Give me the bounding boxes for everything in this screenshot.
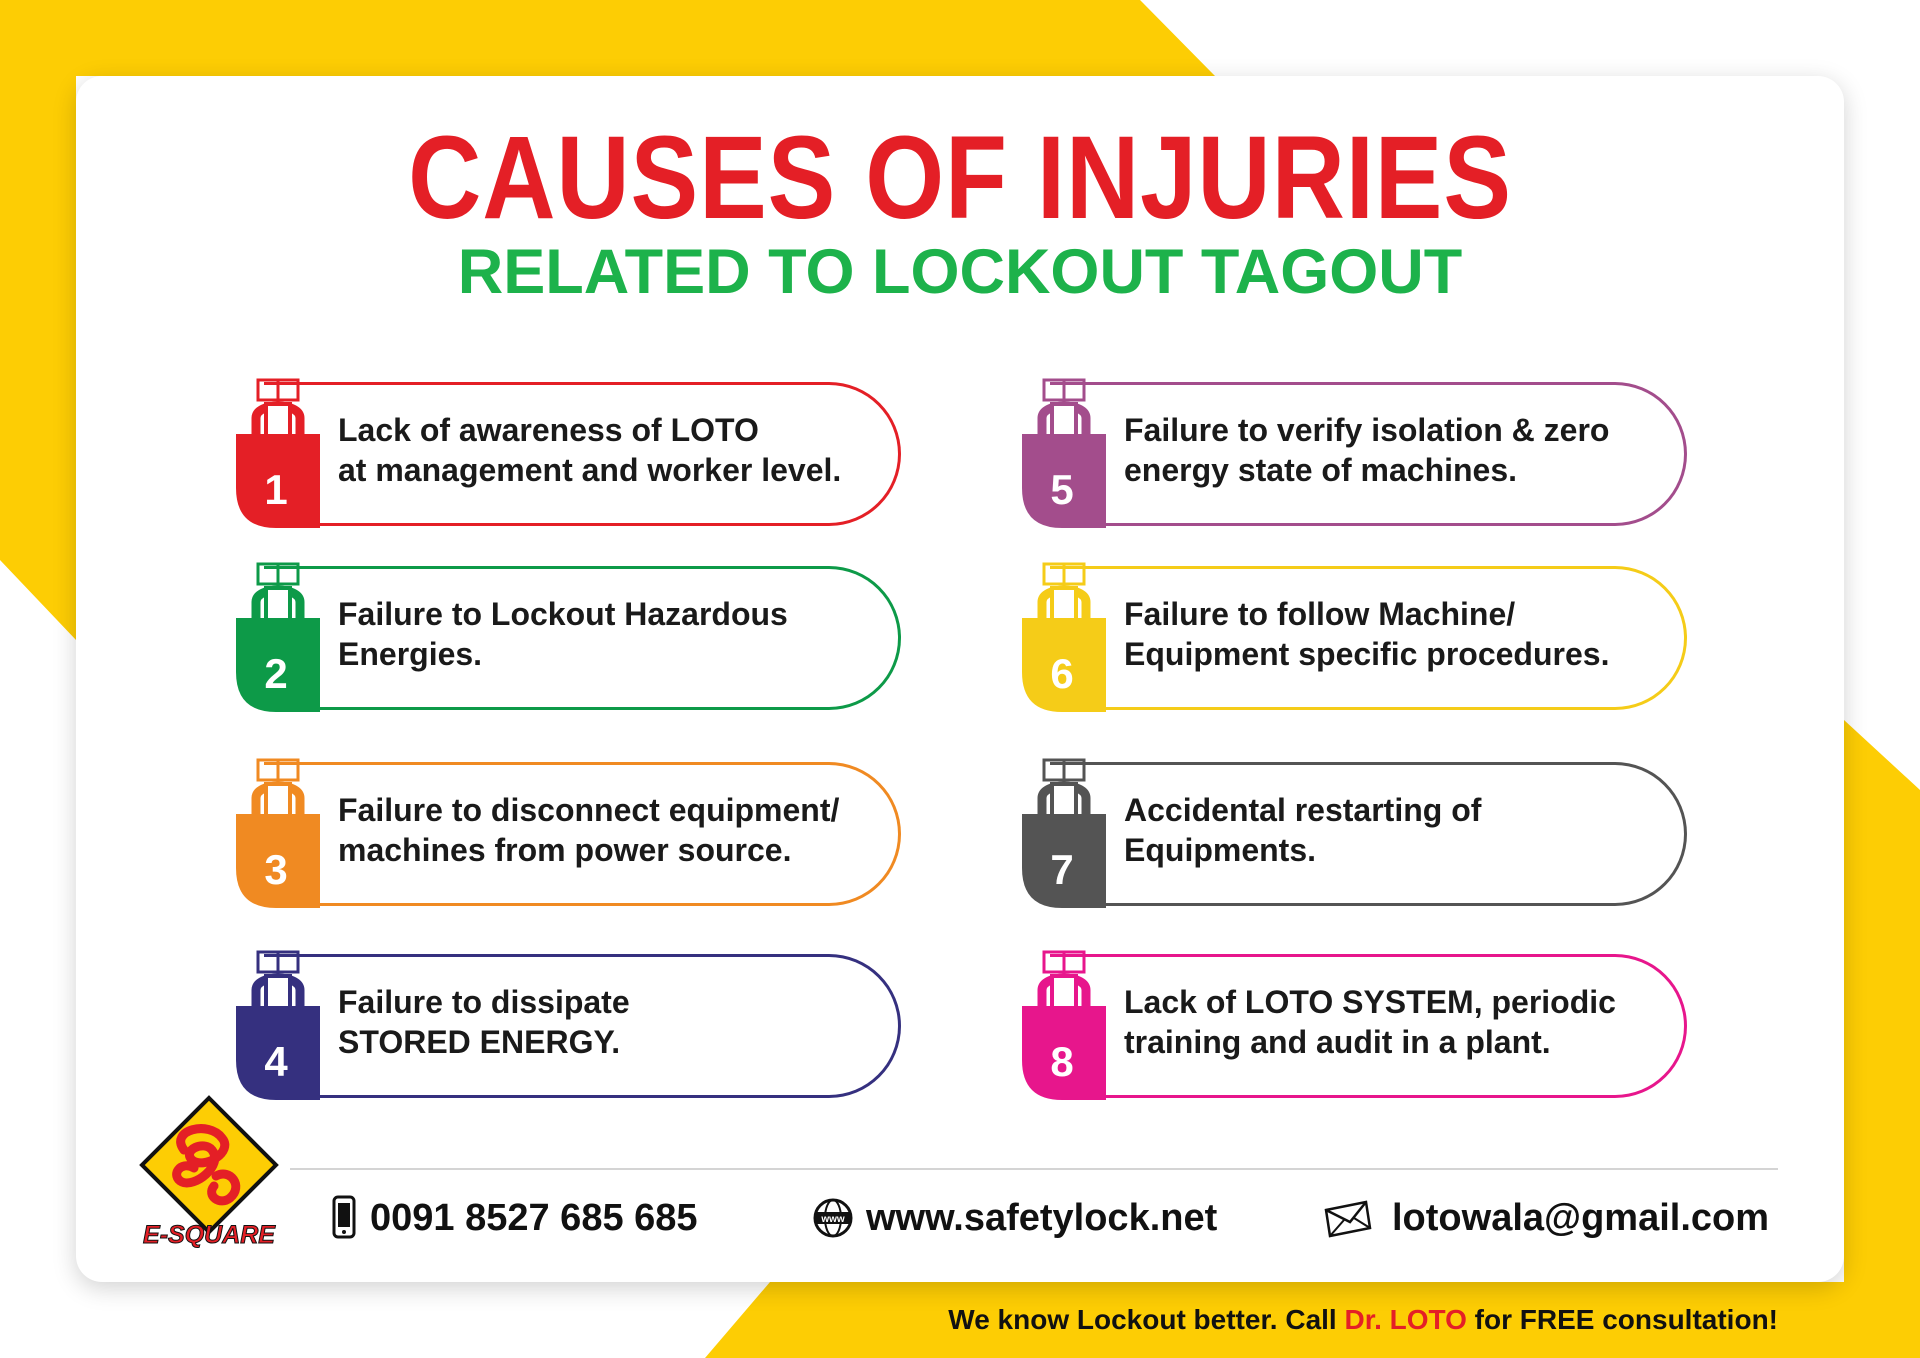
footer-tagline [948, 1304, 1778, 1336]
cause-text-line: training and audit in a plant. [1124, 1024, 1551, 1060]
footer-divider [290, 1168, 1778, 1170]
cause-text-line: at management and worker level. [338, 452, 842, 488]
cause-item-4 [236, 954, 904, 1098]
cause-text [338, 790, 898, 870]
cause-number: 7 [1050, 846, 1074, 893]
cause-text [1124, 410, 1684, 490]
cause-item-7 [1022, 762, 1690, 906]
phone-number: 0091 8527 685 685 [370, 1196, 698, 1239]
tagline-part1: We know Lockout better. Call [948, 1304, 1345, 1335]
cause-text-line: Failure to Lockout Hazardous [338, 596, 788, 632]
www-icon-text: www [821, 1214, 845, 1225]
padlock-icon [236, 378, 320, 530]
cause-number: 6 [1050, 650, 1074, 697]
page-title: CAUSES OF INJURIES [408, 112, 1512, 244]
cause-number: 1 [264, 466, 288, 513]
email-contact[interactable] [1322, 1192, 1769, 1244]
page-subtitle: RELATED TO LOCKOUT TAGOUT [457, 237, 1463, 307]
cause-text-line: Energies. [338, 636, 483, 672]
cause-number: 3 [264, 846, 288, 893]
website-contact[interactable] [812, 1192, 1217, 1244]
envelope-icon [1322, 1198, 1374, 1238]
cause-text-line: Failure to disconnect equipment/ [338, 792, 840, 828]
mobile-phone-icon [328, 1195, 360, 1241]
cause-item-5 [1022, 382, 1690, 526]
cause-number: 5 [1050, 466, 1074, 513]
cause-text-line: STORED ENERGY. [338, 1024, 621, 1060]
cause-number: 2 [264, 650, 288, 697]
cause-text-line: Failure to dissipate [338, 984, 630, 1020]
cause-text-line: Lack of awareness of LOTO [338, 412, 759, 448]
cause-text-line: Equipment specific procedures. [1124, 636, 1610, 672]
cause-text-line: machines from power source. [338, 832, 792, 868]
cause-text-line: Accidental restarting of [1124, 792, 1482, 828]
padlock-icon [1022, 758, 1106, 910]
padlock-icon [1022, 562, 1106, 714]
www-globe-icon [812, 1197, 854, 1239]
cause-text [1124, 594, 1684, 674]
e-square-logo-icon [134, 1090, 284, 1250]
email-address[interactable]: lotowala@gmail.com [1392, 1196, 1770, 1239]
cause-text-line: Equipments. [1124, 832, 1317, 868]
cause-text [1124, 982, 1684, 1062]
cause-number: 4 [264, 1038, 288, 1085]
cause-text-line: Failure to verify isolation & zero [1124, 412, 1610, 448]
cause-number: 8 [1050, 1038, 1074, 1085]
padlock-icon [236, 562, 320, 714]
cause-item-8 [1022, 954, 1690, 1098]
padlock-icon [1022, 950, 1106, 1102]
website-link[interactable]: www.safetylock.net [866, 1196, 1218, 1239]
cause-text [1124, 790, 1684, 870]
phone-contact[interactable] [328, 1192, 698, 1244]
padlock-icon [1022, 378, 1106, 530]
cause-text [338, 410, 898, 490]
tagline-highlight: Dr. LOTO [1344, 1304, 1467, 1335]
cause-text [338, 594, 898, 674]
cause-item-1 [236, 382, 904, 526]
cause-item-2 [236, 566, 904, 710]
cause-item-3 [236, 762, 904, 906]
cause-text-line: Lack of LOTO SYSTEM, periodic [1124, 984, 1616, 1020]
cause-text-line: Failure to follow Machine/ [1124, 596, 1516, 632]
logo-text: E-SQUARE [143, 1221, 275, 1249]
padlock-icon [236, 758, 320, 910]
cause-text [338, 982, 898, 1062]
cause-item-6 [1022, 566, 1690, 710]
tagline-part2: for FREE consultation! [1466, 1304, 1778, 1335]
cause-text-line: energy state of machines. [1124, 452, 1518, 488]
padlock-icon [236, 950, 320, 1102]
